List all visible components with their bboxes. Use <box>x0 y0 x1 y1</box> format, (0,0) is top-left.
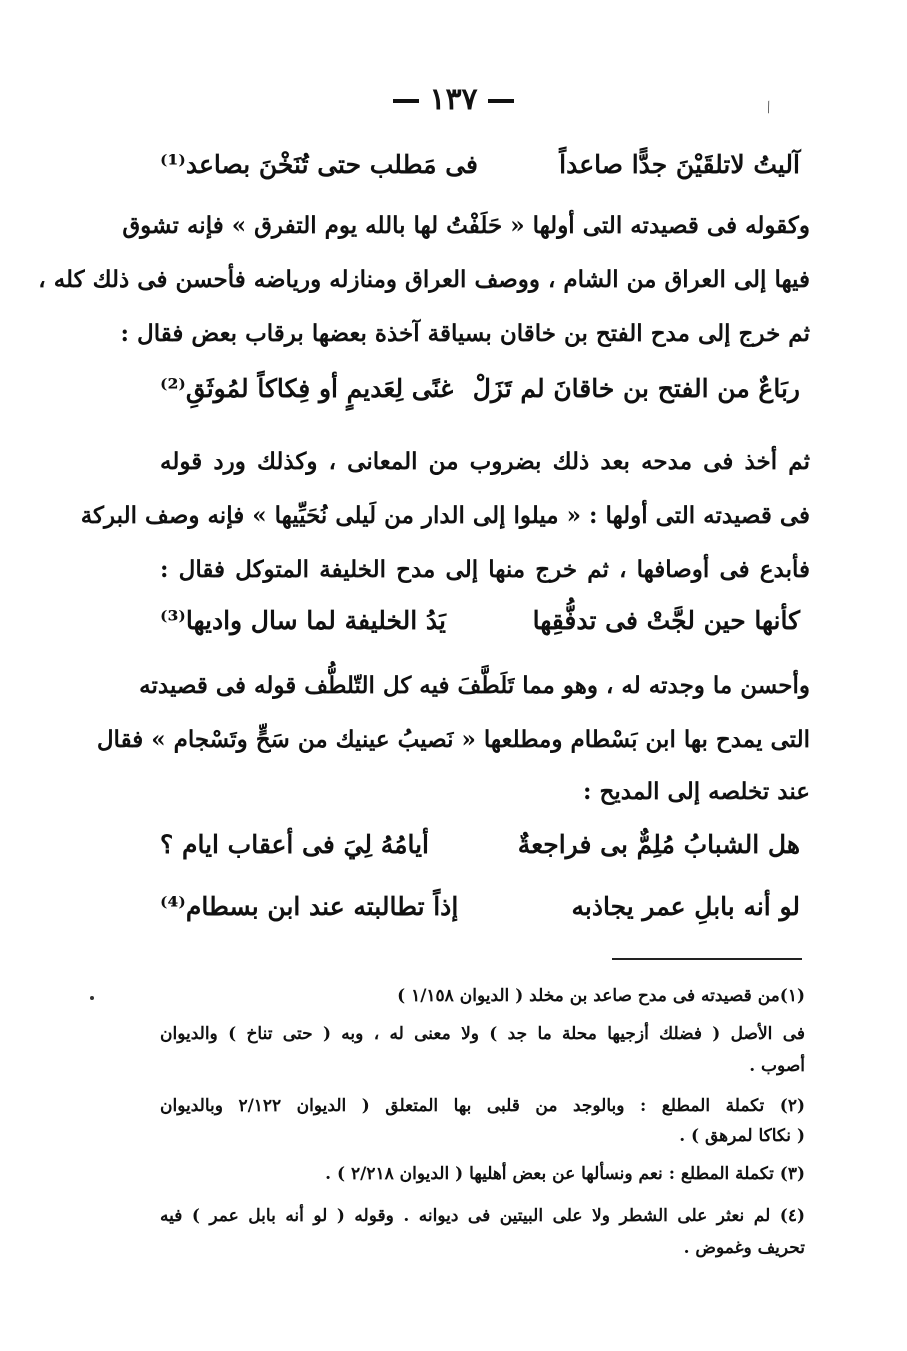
verse-4-first-hemistich: هل الشبابُ مُلِمٌّ بى فراجعةٌ <box>517 830 800 859</box>
para-2-line-2: فى قصيدته التى أولها : « ميلوا إلى الدار من لَيلى نُحَيِّيها » فإنه وصف البركة <box>80 502 810 529</box>
verse-2 <box>160 374 800 418</box>
verse-5-first-hemistich: لو أنه بابلِ عمر يجاذبه <box>571 892 800 921</box>
para-1-line-2: فيها إلى العراق من الشام ، ووصف العراق ومنازله ورياضه فأحسن فى ذلك كله ، <box>38 266 810 293</box>
footnote-3: (٣) تكملة المطلع : نعم ونسألها عن بعض أهليها ( الديوان ٢/٢١٨ ) . <box>325 1164 805 1184</box>
verse-3-second-hemistich: يَدُ الخليفة لما سال واديها⁽³⁾ <box>160 606 446 635</box>
para-2-line-3: فأبدع فى أوصافها ، ثم خرج منها إلى مدح الخليفة المتوكل فقال : <box>160 556 810 583</box>
verse-1-first-hemistich: آليتُ لاتلقَيْنَ جدًّا صاعداً <box>559 150 800 179</box>
para-3-line-3: عند تخلصه إلى المديح : <box>583 778 810 805</box>
footnote-divider <box>612 958 802 960</box>
footnote-4-line-2: تحريف وغموض . <box>683 1238 805 1258</box>
footnote-1-line-3: أصوب . <box>749 1056 805 1076</box>
para-1-line-3: ثم خرج إلى مدح الفتح بن خاقان بسياقة آخذة بعضها برقاب بعض فقال : <box>120 320 810 347</box>
footnote-2-line-1: (٢) تكملة المطلع : وبالوجد من قلبى بها المتعلق ( الديوان ٢/١٢٢ وبالديوان <box>160 1096 805 1116</box>
footnote-4-line-1: (٤) لم نعثر على الشطر ولا على البيتين فى ديوانه . وقوله ( لو أنه بابل عمر ) فيه <box>160 1206 805 1226</box>
verse-1-second-hemistich: فى مَطلب حتى تُنَخْنَ بصاعد⁽¹⁾ <box>160 150 478 179</box>
margin-scribble: ⁄ <box>764 100 775 116</box>
page-number-dash-left <box>393 99 419 103</box>
verse-2-first-hemistich: ربَاعٌ من الفتح بن خاقانَ لم تَزَلْ <box>472 374 800 403</box>
para-2-line-1: ثم أخذ فى مدحه بعد ذلك بضروب من المعانى ، وكذلك ورد قوله <box>160 448 810 475</box>
para-3-line-1: وأحسن ما وجدته له ، وهو مما تَلَطَّفَ فيه كل التّلطُّف قوله فى قصيدته <box>139 672 810 699</box>
para-3-line-2: التى يمدح بها ابن بَسْطام ومطلعها « نَصيبُ عينيك من سَحٍّ وتَسْجام » فقال <box>96 726 810 753</box>
verse-3-first-hemistich: كأنها حين لجَّتْ فى تدفُّقِها <box>532 606 800 635</box>
verse-5-second-hemistich: إذاً تطالبته عند ابن بسطام⁽⁴⁾ <box>160 892 459 921</box>
verse-3 <box>160 606 800 650</box>
verse-1 <box>160 150 800 194</box>
page-number-dash-right <box>488 99 514 103</box>
footnote-1-line-2: فى الأصل ( فضلك أزجيها محلة ما جد ) ولا معنى له ، وبه ( حتى تناخ ) والديوان <box>160 1024 805 1044</box>
footnote-1-line-1: (١)من قصيدته فى مدح صاعد بن مخلد ( الديوان ١/١٥٨ ) <box>397 986 805 1006</box>
verse-4-second-hemistich: أيامُهُ لِيَ فى أعقاب ايام ؟ <box>160 830 430 859</box>
verse-4 <box>160 830 800 874</box>
verse-2-second-hemistich: غنًى لِعَديمٍ أو فِكاكاً لمُوثَقِ⁽²⁾ <box>160 374 454 403</box>
margin-dot <box>90 996 94 1000</box>
verse-5 <box>160 892 800 936</box>
page-number-value: ١٣٧ <box>429 82 478 117</box>
footnote-2-line-2: ( نكاكا لمرهق ) . <box>679 1126 805 1146</box>
para-1-line-1: وكقوله فى قصيدته التى أولها « حَلَفْتُ لها بالله يوم التفرق » فإنه تشوق <box>122 212 810 239</box>
